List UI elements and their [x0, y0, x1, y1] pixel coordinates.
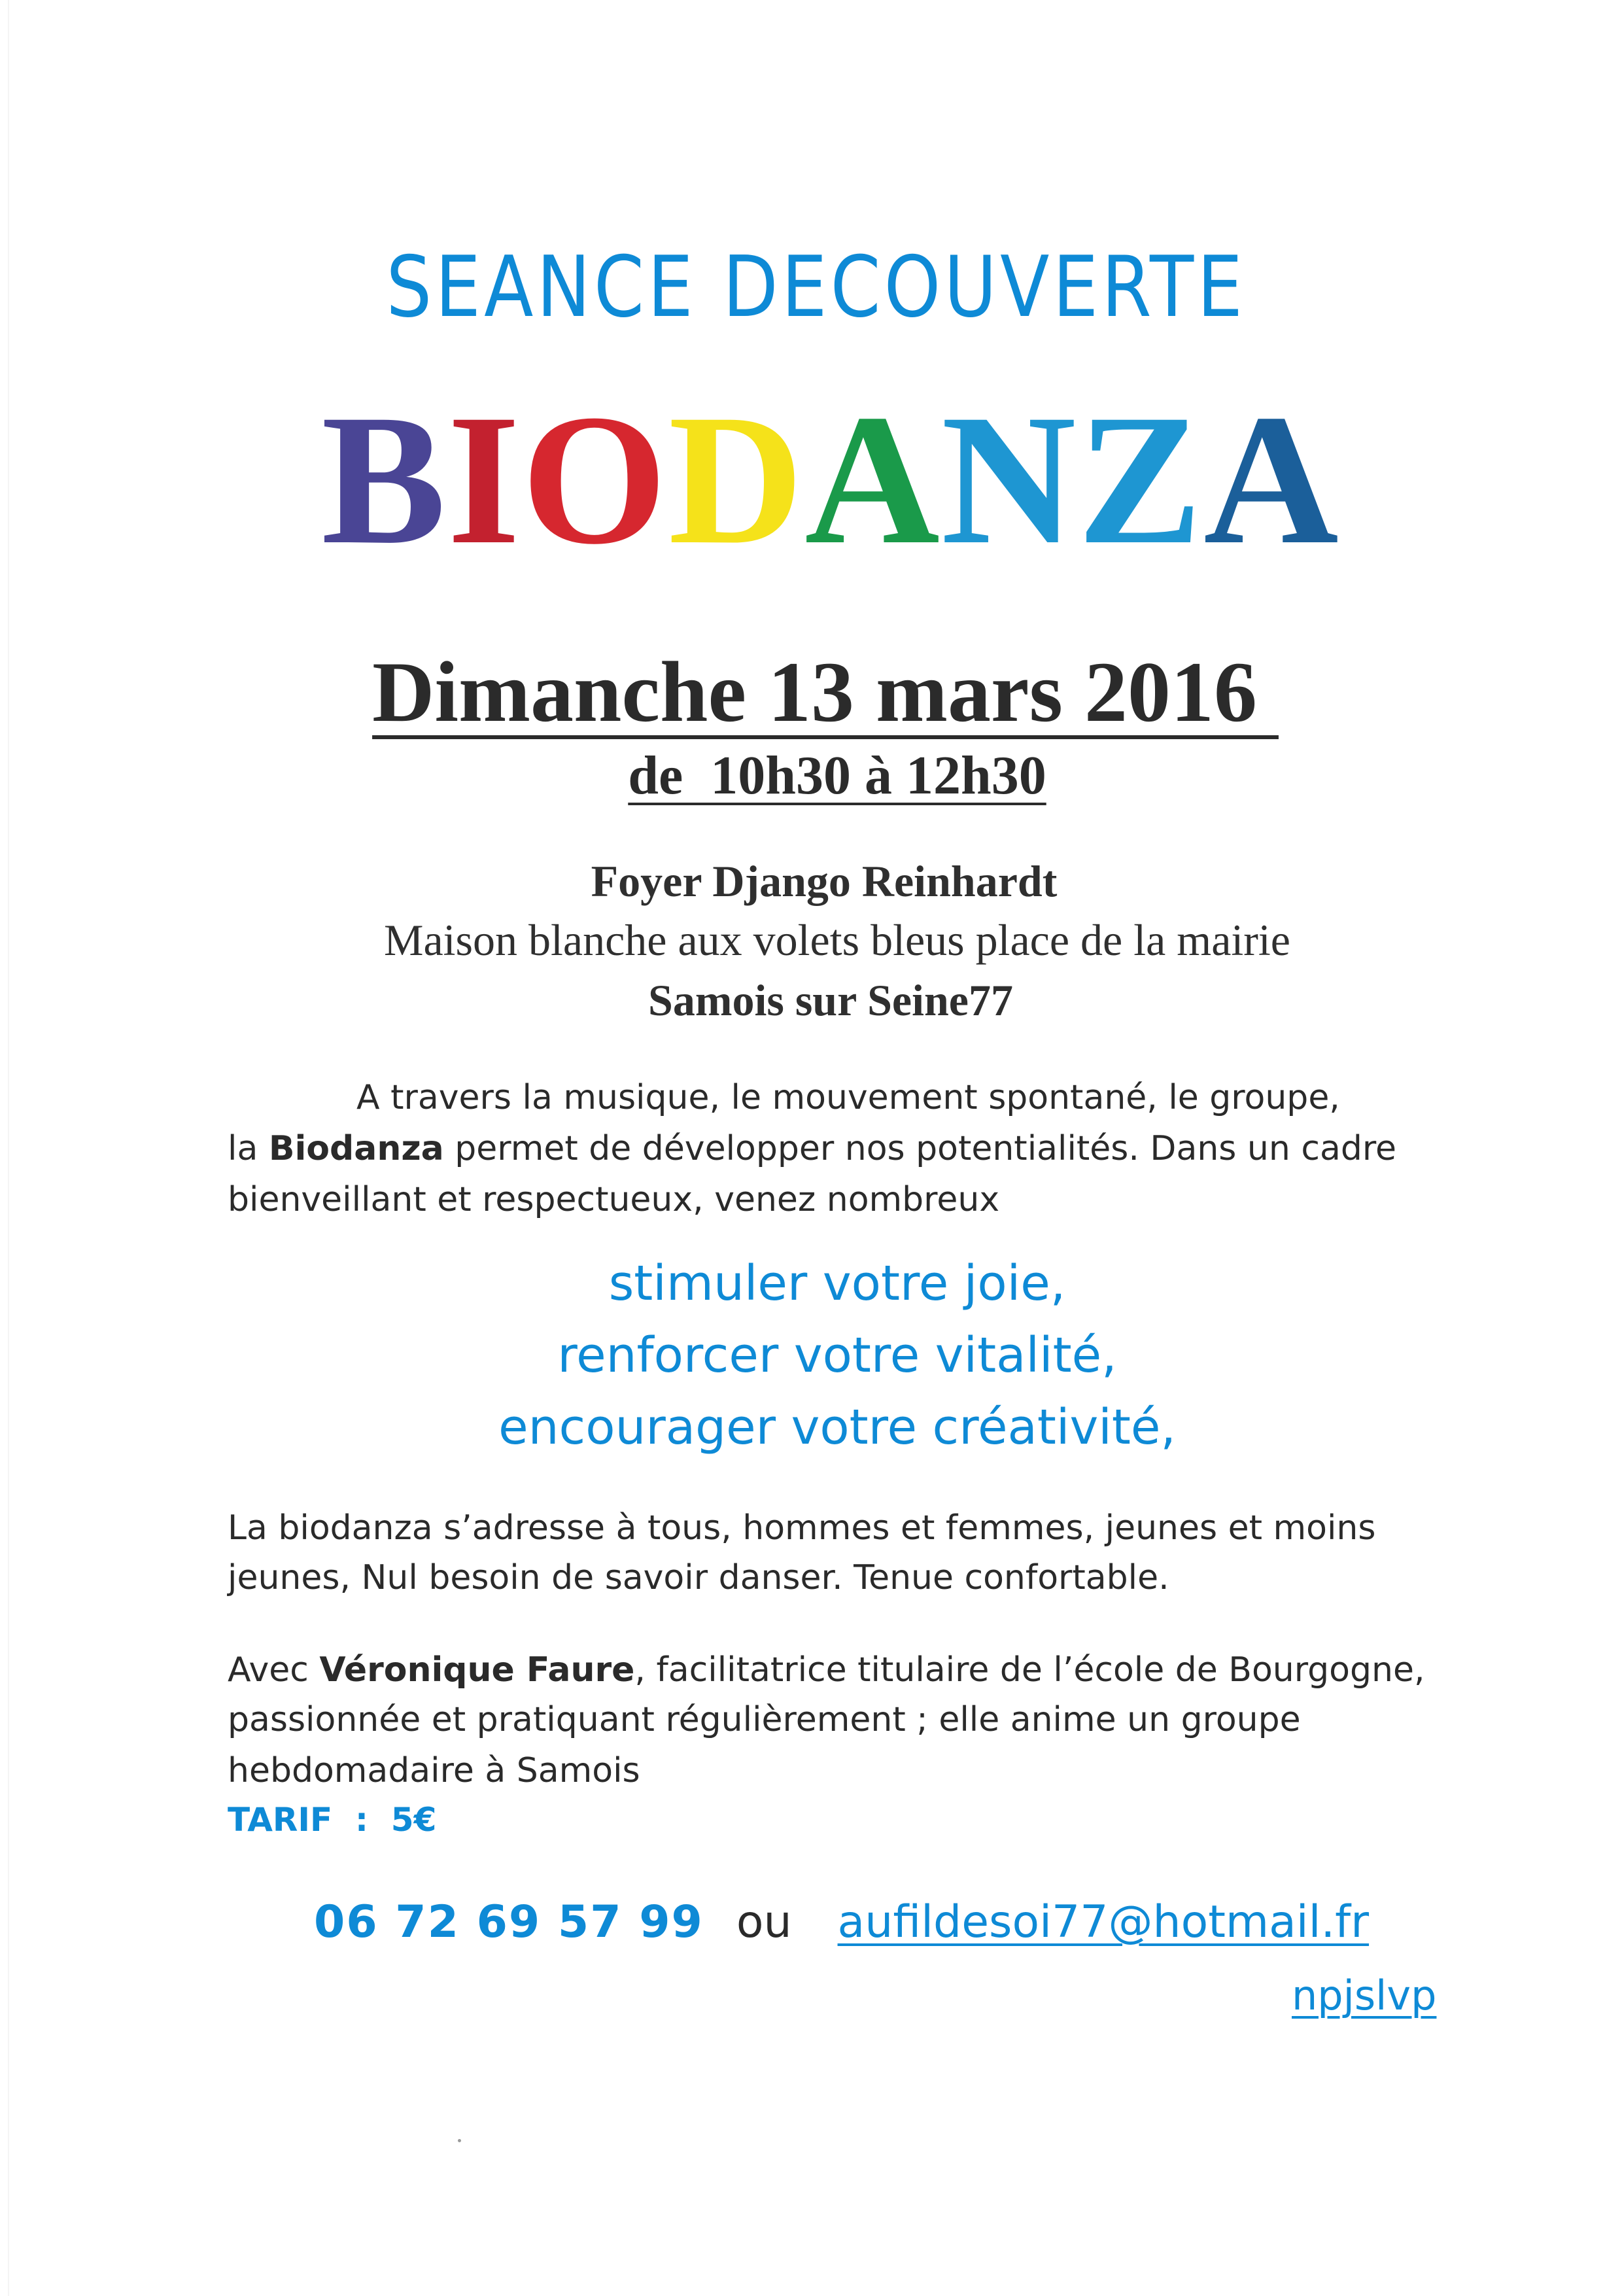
- scan-speck: [458, 2139, 461, 2142]
- venue-description: Maison blanche aux volets bleus place de la mairie: [384, 915, 1290, 965]
- contact-row: [314, 1896, 1370, 1948]
- facilitator-prefix: Avec: [228, 1650, 320, 1690]
- facilitator-line-1-suffix: , facilitatrice titulaire de l’école de Bourgogne,: [634, 1650, 1425, 1690]
- phone-number: 06 72 69 57 99: [314, 1896, 704, 1948]
- title-letter: A: [804, 375, 941, 583]
- intro-line-2-prefix: la: [228, 1129, 269, 1168]
- event-date: Dimanche 13 mars 2016: [372, 644, 1279, 740]
- event-time: de 10h30 à 12h30: [628, 745, 1046, 806]
- email-link[interactable]: aufildesoi77@hotmail.fr: [837, 1896, 1370, 1948]
- intro-line-2: [228, 1129, 1397, 1168]
- contact-separator: ou: [736, 1896, 792, 1948]
- title-letter: A: [1203, 375, 1340, 583]
- benefit-creativity: encourager votre créativité,: [498, 1399, 1176, 1455]
- benefit-joy: stimuler votre joie,: [608, 1255, 1066, 1312]
- biodanza-title: [20, 375, 1622, 583]
- audience-line-1: La biodanza s’adresse à tous, hommes et femmes, jeunes et moins: [228, 1508, 1376, 1548]
- intro-biodanza-bold: Biodanza: [268, 1129, 444, 1168]
- npjslvp-link[interactable]: npjslvp: [1292, 1972, 1437, 2019]
- title-letter: I: [447, 375, 522, 583]
- facilitator-line-3: hebdomadaire à Samois: [228, 1751, 640, 1790]
- title-letter: O: [521, 375, 668, 583]
- intro-line-2-suffix: permet de développer nos potentialités. Dans un cadre: [443, 1129, 1397, 1168]
- subtitle-heading: SEANCE DECOUVERTE: [386, 239, 1247, 336]
- title-letter: Z: [1077, 375, 1204, 583]
- venue-name: Foyer Django Reinhardt: [591, 856, 1058, 906]
- benefit-vitality: renforcer votre vitalité,: [557, 1327, 1117, 1383]
- scan-edge-line: [8, 0, 9, 2296]
- title-letter: D: [668, 375, 805, 583]
- facilitator-line-2: passionnée et pratiquant régulièrement ; elle anime un groupe: [228, 1700, 1301, 1739]
- price-label: TARIF : 5€: [228, 1801, 437, 1839]
- intro-line-1: A travers la musique, le mouvement spontané, le groupe,: [356, 1078, 1340, 1117]
- title-letter: N: [940, 375, 1078, 583]
- intro-line-3: bienveillant et respectueux, venez nombreux: [228, 1180, 1000, 1219]
- audience-line-2: jeunes, Nul besoin de savoir danser. Tenue confortable.: [228, 1558, 1169, 1597]
- facilitator-line-1: [228, 1650, 1425, 1690]
- venue-town: Samois sur Seine77: [648, 975, 1013, 1025]
- facilitator-name: Véronique Faure: [319, 1650, 635, 1690]
- title-letter: B: [321, 375, 448, 583]
